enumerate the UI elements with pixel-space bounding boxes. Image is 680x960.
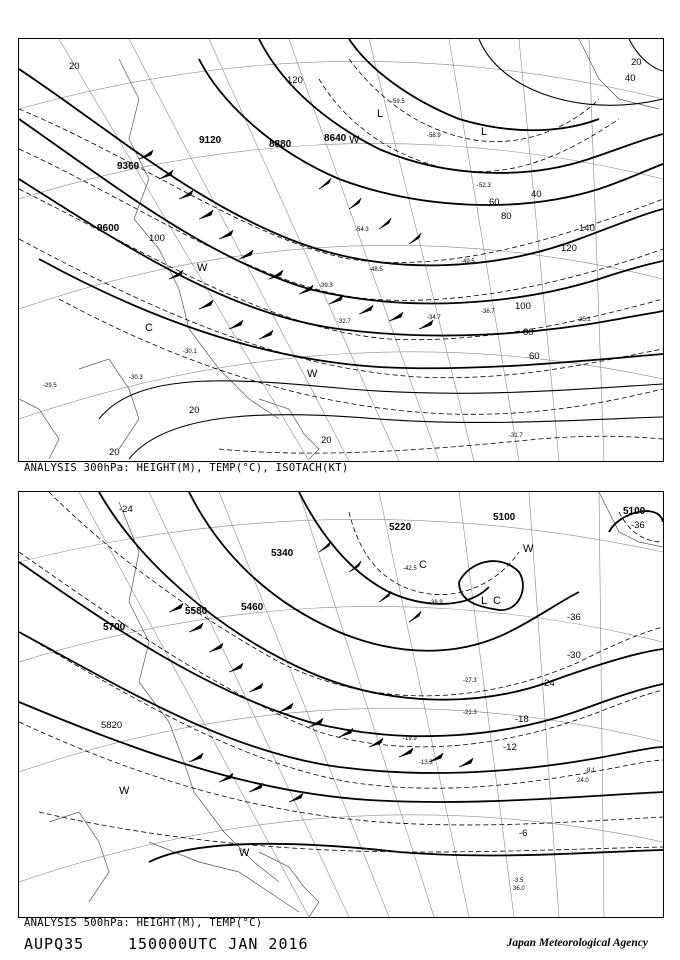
station-temp: -19.9 (403, 736, 417, 742)
station-temp: -36.7 (481, 309, 495, 315)
height-label-5100: 5100 (493, 512, 516, 523)
chart-id: AUPQ35 (24, 935, 85, 953)
isotach-label: 60 (489, 197, 500, 208)
station-temp: -48.5 (369, 267, 383, 273)
isotach-label: 40 (531, 189, 542, 200)
station-temp: 24.0 (577, 778, 589, 784)
isotherm-label: -6 (519, 828, 528, 839)
isotherm-label: -18 (515, 714, 529, 725)
isotherm-label: -24 (119, 504, 133, 515)
height-label-9600: 9600 (97, 223, 120, 234)
station-temp: -27.3 (463, 678, 477, 684)
height-label-8640: 8640 (324, 133, 347, 144)
caption-300hpa: ANALYSIS 300hPa: HEIGHT(M), TEMP(°C), ISOTACH(KT) (24, 462, 349, 474)
wind-barbs (139, 150, 433, 339)
valid-time: 150000UTC JAN 2016 (128, 935, 309, 953)
station-temp: -31.7 (509, 433, 523, 439)
isotherm-label: -30 (567, 650, 581, 661)
warm-marker: W (119, 785, 130, 797)
warm-marker: W (349, 134, 360, 146)
isotach-label: 120 (561, 243, 577, 254)
warm-marker: W (307, 368, 318, 380)
isotach-label: 20 (109, 447, 120, 458)
station-temp: -30.1 (183, 349, 197, 355)
isotach-label: 20 (631, 57, 642, 68)
station-temp: -42.5 (403, 566, 417, 572)
height-label-5220: 5220 (389, 522, 412, 533)
isotach-label: 40 (625, 73, 636, 84)
map-300hpa (18, 38, 664, 462)
isotach-label: 60 (529, 351, 540, 362)
station-temp: -52.3 (477, 183, 491, 189)
station-temp: -38.9 (429, 600, 443, 606)
cold-marker: C (419, 559, 427, 571)
station-temp: -35.1 (577, 317, 591, 323)
isotach-label: 80 (501, 211, 512, 222)
height-label-5700: 5700 (103, 622, 126, 633)
height-label-5580: 5580 (185, 606, 208, 617)
station-temp: -30.3 (129, 375, 143, 381)
map-300hpa-canvas (19, 39, 663, 461)
map-500hpa-canvas (19, 492, 663, 917)
height-label-8880: 8880 (269, 139, 292, 150)
height-label-9360: 9360 (117, 161, 140, 172)
isotach-label: 20 (321, 435, 332, 446)
map-500hpa (18, 491, 664, 918)
station-temp: -59.5 (391, 99, 405, 105)
isotach-label: 20 (189, 405, 200, 416)
station-temp: -21.3 (463, 710, 477, 716)
cold-marker: C (145, 322, 153, 334)
isotach-label: 140 (579, 223, 595, 234)
warm-marker: W (523, 543, 534, 555)
isotach-label: 80 (523, 327, 534, 338)
caption-500hpa: ANALYSIS 500hPa: HEIGHT(M), TEMP(°C) (24, 917, 263, 929)
station-temp: -3.5 (513, 878, 524, 884)
station-temp: -8.1 (585, 768, 596, 774)
height-label-5340: 5340 (271, 548, 294, 559)
height-label-5820: 5820 (101, 720, 123, 731)
isotach-label: 100 (515, 301, 531, 312)
height-label-5460: 5460 (241, 602, 264, 613)
station-temp: -58.9 (427, 133, 441, 139)
warm-marker: W (239, 847, 250, 859)
station-temp: -13.3 (419, 760, 433, 766)
station-temp: 36.0 (513, 886, 525, 892)
station-temp: -34.7 (427, 315, 441, 321)
isotach-label: 20 (69, 61, 80, 72)
agency-name: Japan Meteorological Agency (506, 937, 648, 949)
isotherm-label: -12 (503, 742, 517, 753)
station-temp: -32.7 (337, 319, 351, 325)
isotherm-label: -36 (631, 520, 645, 531)
low-marker: L (481, 595, 488, 607)
isotach-label: 120 (287, 75, 303, 86)
height-contours (19, 492, 663, 862)
station-temp: -54.3 (355, 227, 369, 233)
isotherm-label: -36 (567, 612, 581, 623)
station-temp: -29.5 (43, 383, 57, 389)
isotach-label: 100 (149, 233, 165, 244)
height-label-9120: 9120 (199, 135, 222, 146)
station-temp: -49.5 (461, 259, 475, 265)
height-label-5100: 5100 (623, 506, 646, 517)
low-marker: L (377, 108, 384, 120)
isotherm-label: -24 (541, 678, 555, 689)
station-temp: -39.3 (319, 283, 333, 289)
low-marker: L (481, 126, 488, 138)
cold-marker: C (493, 595, 501, 607)
warm-marker: W (197, 262, 208, 274)
